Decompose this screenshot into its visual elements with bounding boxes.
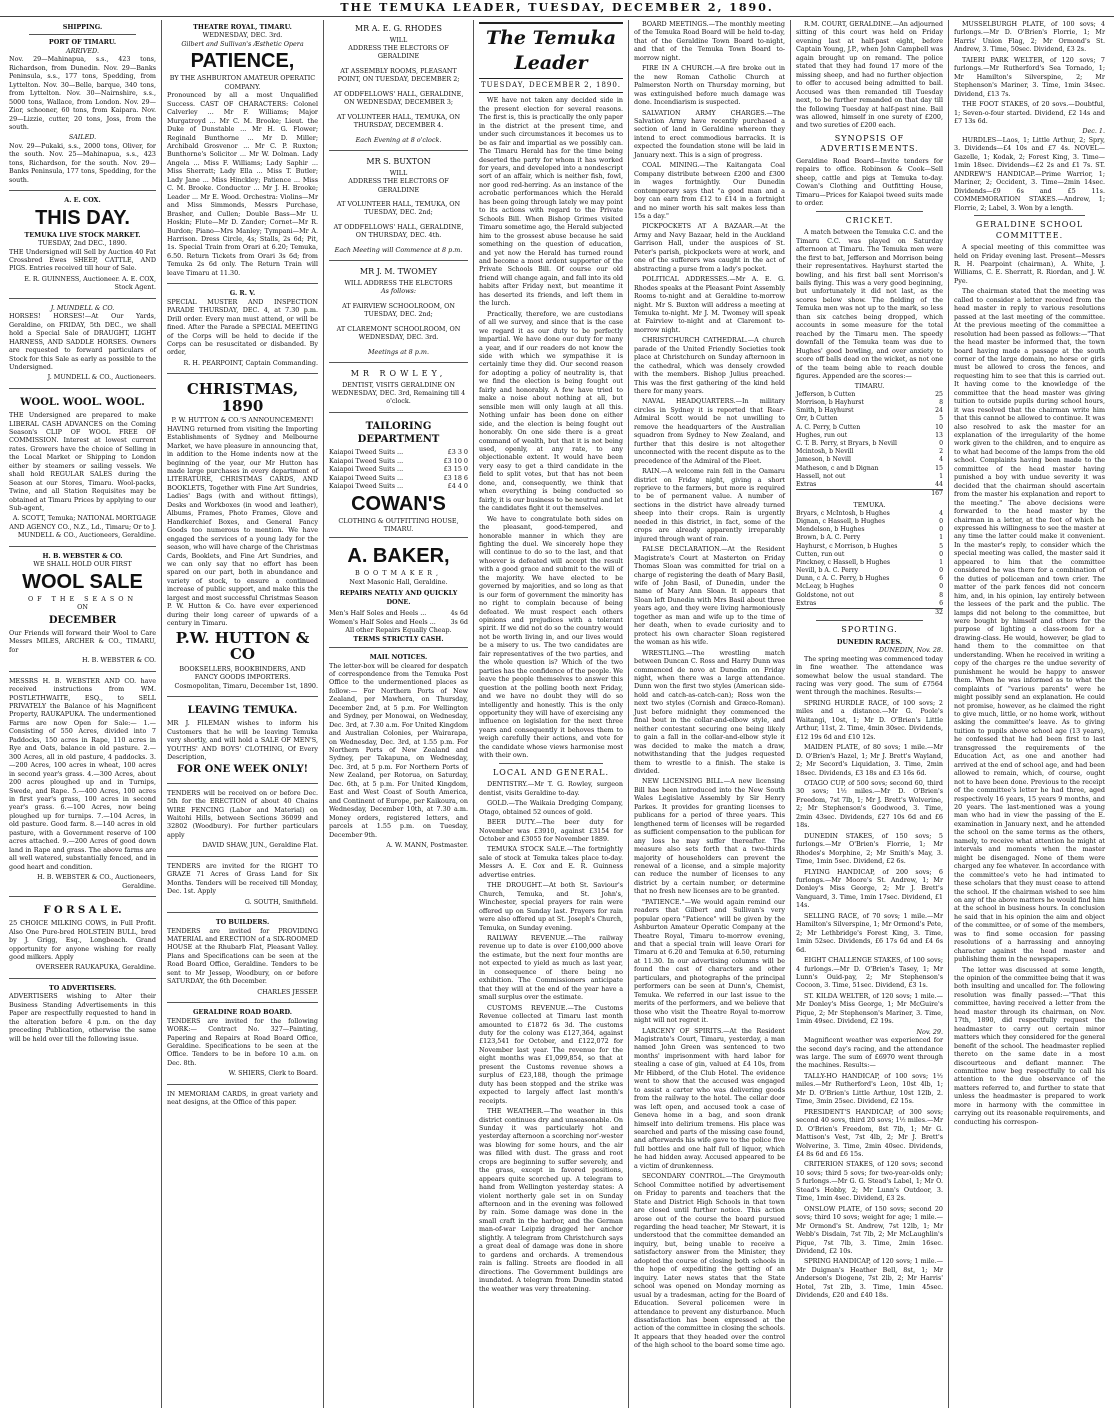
batsman: Nevill, b A. C. Perry xyxy=(796,567,859,575)
batsman: Bryars, c McIntosh, b Hughes xyxy=(796,509,890,517)
sole-row xyxy=(329,618,468,626)
race-result: MUSSELBURGH PLATE, of 100 sovs; 4 furlongs.—Mr D. O'Brien's Florrie, 1; Mr Harris' Union Flag, 2; Mr Ormond's St. Andrew, 3. Time, 50sec. Dividend, £3 2s. xyxy=(954,20,1105,54)
race-result: Magnificent weather was experienced for the second day's racing, and the attendance was large. The sum of £6970 went through the machines. Results:— xyxy=(796,1036,943,1070)
builders-ad xyxy=(167,915,318,1003)
batsman: Hassell, not out xyxy=(796,472,846,480)
terms: TERMS STRICTLY CASH. xyxy=(353,634,444,643)
runs: 44 xyxy=(935,480,943,488)
horses-sign: J. MUNDELL & CO., Auctioneers. xyxy=(47,373,156,382)
runs: 0 xyxy=(939,567,943,575)
road-board-ad xyxy=(167,1005,318,1085)
road-board-body: TENDERS are invited for the following WORK:— Contract No. 327—Painting, Papering and Repairs at Road Board Office, Geraldine. Specifications to be seen at the Office. Tenders to be in before 10 a.m. on Dec. 8th. xyxy=(167,1016,318,1067)
synopsis-body: Geraldine Road Board—Invite tenders for repairs to office. Robinson & Cook—Sell sheep, cattle and pigs at Temuka to-day. Cowan's Clothing and Outfitting House, Timaru—Prices for Kaiapoi tweed suits made to order. xyxy=(796,156,943,208)
score-row xyxy=(796,534,943,542)
twomey-meeting-2: AT CLAREMONT SCHOOLROOM, ON WEDNESDAY, DEC. 3rd. xyxy=(336,324,461,342)
this-day-heading: THIS DAY. xyxy=(35,206,130,229)
twomey-meeting-1: AT FAIRVIEW SCHOOLROOM, ON TUESDAY, DEC. 2nd; xyxy=(342,301,455,319)
runs: 6 xyxy=(939,575,943,583)
runs: 0 xyxy=(939,517,943,525)
column-2 xyxy=(162,20,324,1408)
races-place: DUNEDIN, Nov. 28. xyxy=(878,646,943,655)
advertisers-notice xyxy=(9,981,156,1049)
shipping-section xyxy=(9,20,156,191)
runs: 0 xyxy=(939,439,943,447)
local-item: THE DROUGHT.—At both St. Saviour's Church, Temuka, and St. John's, Winchester, special prayers for rain were offered up on Sunday last. Prayers for rain were also offered up at St. Joseph's Church, Temuka, on Sunday evening. xyxy=(479,881,623,932)
mundell-heading: J. MUNDELL & CO. xyxy=(50,303,115,312)
batsman: McLeay, b Hughes xyxy=(796,583,854,591)
batsman: Pinckney, c Hassell, b Hughes xyxy=(796,558,891,566)
score-row xyxy=(796,583,943,591)
batsman: Cutten, run out xyxy=(796,550,845,558)
score-row xyxy=(796,473,943,481)
score-row xyxy=(796,440,943,448)
baker-ad xyxy=(329,540,468,648)
sailed-text: Nov. 29—Pukaki, s.s., 2000 tons, Oliver, for the south. Nov. 25—Mahinapua, s.s., 423 tons, Richardson, for the south. Nov. 29—Banks Peninsula, 177 tons, Spedding, for the south. xyxy=(9,141,156,184)
buxton-address: ADDRESS THE ELECTORS OF GERALDINE xyxy=(348,177,449,194)
batsman: Smith, b Hayhurst xyxy=(796,407,854,415)
webster-heading: H. B. WEBSTER & CO. xyxy=(42,551,123,560)
rhodes-meeting-1: AT ASSEMBLY ROOMS, PLEASANT POINT, ON TUESDAY, DECEMBER 2; xyxy=(337,66,460,84)
batsman: Jameson, b Nevill xyxy=(796,456,851,464)
cricket-heading: CRICKET. xyxy=(845,215,894,225)
baker-heading: A. BAKER, xyxy=(347,545,450,568)
suit-price: £3 18 6 xyxy=(443,473,468,482)
score-row xyxy=(796,600,943,609)
column-5 xyxy=(629,20,791,1408)
runs: 13 xyxy=(935,431,943,439)
race-result: DUNEDIN STAKES, of 150 sovs; 5 furlongs.—Mr O'Brien's Florrie, 1; Mr Rhodes's Morphine, 2; Mr Smith's May, 3. Time, 1min 5sec. Dividend, £2 6s. xyxy=(796,831,943,866)
score-row xyxy=(796,575,943,583)
mail-notices xyxy=(329,650,468,855)
batsman: Extras xyxy=(796,599,817,607)
wool-ad xyxy=(9,391,156,547)
race-result: PRESIDENT'S HANDICAP, of 300 sovs; second 40 sovs, third 20 sovs; 1½ miles.—Mr D. O'Brien's Freedom, 8st 7lb, 1; Mr G. Mattison's Vest, 7st 4lb, 2; Mr J. Brett's Wolverine, 3. Time, 2min 40sec. Dividends, £4 8s 6d and £6 15s. xyxy=(796,1107,943,1159)
batsman: Brown, b A. C. Perry xyxy=(796,534,861,542)
suit-label: Kaiapoi Tweed Suits ... xyxy=(329,473,404,482)
livestock-ad xyxy=(9,193,156,299)
one-week-heading: FOR ONE WEEK ONLY! xyxy=(177,764,308,776)
batsman: Morrison, b Hayhurst xyxy=(796,399,864,407)
wool-sale-sub: OF THE SEASON xyxy=(27,594,138,603)
rhodes-ad xyxy=(329,20,468,151)
races-results xyxy=(796,655,943,1300)
repairs-heading: REPAIRS NEATLY AND QUICKLY DONE. xyxy=(339,589,458,606)
suit-row xyxy=(329,448,468,456)
theatre-ad xyxy=(167,20,318,284)
leader-paragraph: WE have not taken any decided side in the present election for several reasons. The first is, this is practically the only paper in the district at the present time, and under such circumstances it becomes us to be as fair and impartial as we possibly can. The Timaru Herald has for the time being deserted the party for whom it has worked for years, and developed into a nondescript sort of an affair, which is neither fish, fowl, nor good red-herring. As an instance of the acrobatic performances which the Herald has been going through lately we may point to its actions with regard to the Private Schools Bill. When Bishop Grimes visited Timaru sometime ago, the Herald subjected him to the grossest abuse because he said something on the question of education, and yet now the Herald has turned round and become a most ardent supporter of the Private Schools Bill. Of course our old friend will change again, and fall into its old habits after Friday next, but meantime it has deserted its friends, and left them in the lurch. xyxy=(479,96,623,308)
cowan-sub: CLOTHING & OUTFITTING HOUSE, TIMARU. xyxy=(338,516,459,533)
local-news xyxy=(479,780,623,1293)
leaving-ad xyxy=(167,699,318,784)
for-sale-body: 25 CHOICE MILKING COWS, in Full Profit. Also One Pure-bred HOLSTEIN BULL, bred by J. Grigg, Esq., Longbeach. Grand opportunity for anyone wishing for really good milkers. Apply xyxy=(9,919,156,961)
batsman: Mcintosh, b Nevill xyxy=(796,448,854,456)
mail-sign: A. W. MANN, Postmaster. xyxy=(386,841,468,850)
hutton-ad xyxy=(167,376,318,697)
score-row xyxy=(796,481,943,490)
batsman: Dignan, c Hassell, b Hughes xyxy=(796,517,886,525)
runs: 1 xyxy=(939,558,943,566)
column-7 xyxy=(949,20,1110,1408)
local-item: NEW LICENSING BILL.—A new licensing Bill has been introduced into the New South Wales Legislative Assembly by Sir Henry Parkes. It provides for granting licenses to publicans for a period of three years. This lengthened term of licenses will be regarded as sufficient compensation to the publican for any loss he may suffer thereafter. The measure also sets forth that a two-thirds majority of householders can prevent the renewal of a license, and a simple majority can reduce the number of licenses to any district by a certain number, or determine that no fresh new licenses are to be granted. xyxy=(634,777,785,896)
score-row xyxy=(796,399,943,407)
sole-price: 3s 6d xyxy=(450,617,468,626)
cricket-body: A match between the Temuka C.C. and the Timaru C.C. was played on Saturday afternoon at Timaru. The Temuka men were the first to bat, Jefferson and Morrison being their representatives. Hayhurst started the bowling, and his first ball sent Morrison's bails flying. This was a very good beginning, but unfortunately it did not last, as the scores below show. The fielding of the Temuka men was not up to the mark, so less than six catches being dropped, which accounts in some measure for the total reached by the Timaru men. The speedy downfall of the Temuka team was due to Hughes' good bowling, and over anxiety to score off balls dead on the wicket, as not one of the team being able to reach double figures. Appended are the scores:— xyxy=(796,228,943,380)
batsman: Orr, b Cutten xyxy=(796,415,838,423)
local-item: GOLD.—The Waikaia Dredging Company, Otago, obtained 52 ounces of gold. xyxy=(479,799,623,816)
local-item: LARCENY OF SPIRITS.—At the Resident Magistrate's Court, Timaru, yesterday, a man named John Green was sentenced to two months' imprisonment with hard labor for stealing a case of gin, valued at £4 10s, from Mr Hibberd, of the Club Hotel. The evidence went to show that the accused was engaged to assist a carter who was delivering goods from the railway to the hotel. The cellar door was left open, and accused took a case of Geneva home in a bag, and soon drank himself into delirium tremens. His place was searched and parts of the missing case found, and afterwards his wife gave to the police five full bottles and one half full of liquor, which he had hidden away. Accused appeared to be a victim of drunkenness. xyxy=(634,1026,785,1170)
race-result: SPRING HANDICAP, of 120 sovs; 1 mile.—Mr Duignan's Heather Bell, 8st, 1; Mr Anderson's Diogene, 7st 2lb, 2; Mr Harris' Hotel, 7st 2lb, 3. Time, 1min 45sec. Dividends, £20 and £40 18s. xyxy=(796,1257,943,1300)
local-item: SALVATION ARMY CHARGES.—The Salvation Army have recently purchased a section of land in Geraldine whereon they intend to erect commodious barracks. It is expected the foundation stone will be laid in January next. This is a sign of progress. xyxy=(634,108,785,159)
total-runs: 32 xyxy=(925,609,943,618)
buxton-ad xyxy=(329,153,468,261)
local-item: BOARD MEETINGS.—The monthly meeting of the Temuka Road Board will be held to-day, that of the Geraldine Town Board to-night, and that of the Temuka Town Board to-morrow night. xyxy=(634,20,785,62)
runs: 0 xyxy=(939,583,943,591)
runs: 0 xyxy=(939,550,943,558)
race-result: The spring meeting was commenced today in fine weather. The attendance was somewhat below the usual standard. The racing was very good. The sum of £7564 went through the machines. Results:— xyxy=(796,654,943,697)
suit-price: £3 10 0 xyxy=(443,456,468,465)
score-row xyxy=(796,592,943,600)
suit-price: £4 4 0 xyxy=(447,482,468,491)
hutton-sub: BOOKSELLERS, BOOKBINDERS, AND FANCY GOODS IMPORTERS. xyxy=(179,664,306,682)
suit-label: Kaiapoi Tweed Suits ... xyxy=(329,456,404,465)
tenders2-sign: G. SOUTH, Smithfield. xyxy=(244,897,318,906)
runs: 10 xyxy=(935,423,943,431)
rhodes-name: MR A. E. G. RHODES xyxy=(354,24,443,33)
leaving-body: MR J. FILEMAN wishes to inform his Customers that he will be leaving Temuka very shortly, and will hold a SALE OF MEN'S, YOUTHS' AND BOYS' CLOTHING, Of Every Description, xyxy=(167,719,318,761)
wool-sale-sign: H. B. WEBSTER & CO. xyxy=(82,656,156,665)
race-result: CRITERION STAKES, of 120 sovs; second 10 sovs; third 5 sovs; for two-year-olds only; 5 furlongs.—Mr G. G. Stead's Label, 1; Mr O. Stead's Hobby, 2; Mr Lunn's Outdoor, 3. Time, 1min 4sec. Dividend, £3 2s. xyxy=(796,1160,943,1203)
builders-heading: TO BUILDERS. xyxy=(215,918,270,927)
page-masthead: THE TEMUKA LEADER, TUESDAY, DECEMBER 2, 1890. xyxy=(0,0,1114,17)
batsman: Goldstone, not out xyxy=(796,591,854,599)
sole-price: 4s 6d xyxy=(450,609,468,618)
runs: 8 xyxy=(939,591,943,599)
grv-body: SPECIAL MUSTER AND INSPECTION PARADE THURSDAY, DEC. 4, at 7.30 p.m. Drill order. Every man must attend, or will be fined. After the Parade a SPECIAL MEETING of the Corps will be held to decide if the Corps can be resuscitated or disbanded. By order, xyxy=(167,297,318,357)
leader-paragraph: Practically, therefore, we are custodians of all we survey, and since that is the case we regard it as our duty to be perfectly impartial. We have done our duty for many a year, and if our readers do not know the side with which we sympathise it is certainly time they did. Our second reason for adopting a policy of neutrality is, that we find the election is being fought out fairly and honorably. A few have tried to make a noise about nothing at all, but sensible men will only laugh at all this. Nothing unfair has been done on either side, and the election is being fought out honorably. On one side there is a great command of wealth, but that it is not being used, openly, at any rate, to any objectionable extent. It would have been very easy to get a third candidate in the field to split votes, but that has not been done, and, consequently, we think that when everything is being conducted so fairly, it is our business to be neutral and let the candidates fight it out themselves. xyxy=(479,309,623,513)
baker-addr: Next Masonic Hall, Geraldine. xyxy=(349,577,448,586)
tenders-graze-ad xyxy=(167,859,318,913)
twomey-follows: As follows: xyxy=(381,287,416,296)
rhodes-time: Each Evening at 8 o'clock. xyxy=(355,135,442,144)
sailed-label: SAILED. xyxy=(68,133,97,142)
column-3 xyxy=(324,20,474,1408)
rm-court-item: R.M. COURT, GERALDINE.—An adjourned sitting of this court was held on Friday evening last at half-past eight, before Captain Young, J.P., when John Campbell was again brought up on remand. The police stated that they had found 17 more of the missing sheep, and had no further objection to offer to accused being admitted to bail. Accused was then remanded till Tuesday next, to be further remanded on that day till the following Tuesday at half-past nine. Bail was allowed, himself in one surety of £200, and two sureties of £200 each. xyxy=(796,20,943,130)
theatre-date: WEDNESDAY, DEC. 3rd. xyxy=(202,31,283,40)
score-row xyxy=(796,559,943,567)
grv-ad xyxy=(167,286,318,374)
tenders1-body: TENDERS will be received on or before Dec. 5th for the ERECTION of about 40 Chains WIRE FENCING (Labor and Material) on Waitohi Hills, between Sections 36099 and 32802 (Woodbury). For further particulars apply xyxy=(167,788,318,839)
team2-heading: TEMUKA. xyxy=(853,501,886,510)
race-result: SELLING RACE, of 70 sovs; 1 mile.—Mr Hamilton's Silverspine, 1; Mr Ormond's Pete, 2; Mr Lethbridge's Forest King, 3. Time, 1min 52sec. Dividends, £6 17s 6d and £4 6s 6d. xyxy=(796,911,943,954)
wool-sale-ad xyxy=(9,549,156,672)
leader-article xyxy=(479,96,623,759)
local-item: RAIN.—A welcome rain fell in the Oamaru district on Friday night, giving a short reprieve to the farmers, but more is required to be of permanent value. A number of sections in the district have already turned sheep into their crops. Rain is urgently needed in this district, in fact, some of the crops are already apparently irreparably injured through want of rain. xyxy=(634,467,785,543)
repairs-other: All other Repairs Equally Cheap. xyxy=(345,626,452,635)
twomey-name: MR J. M. TWOMEY xyxy=(359,267,438,277)
local-item: NAVAL HEADQUARTERS.—In military circles in Sydney it is reported that Rear-Admiral Scott would be not unwilling to remove the headquarters of the Australian squadron from Sydney to New Zealand, and further that this desire is not altogether unconnected with the recent dispute as to the precedence of the Admiral of the Fleet. xyxy=(634,397,785,465)
raukapuka-sign: H. B. WEBSTER & CO., Auctioneers, Geraldine. xyxy=(37,873,156,890)
score-row xyxy=(796,518,943,526)
committee-paragraph: A special meeting of this committee was held on Friday evening last. Present—Messrs R. H. Pearpoint (chairman), A. White, J. Williams, C. E. Sherratt, R. Riordan, and J. W. Pye. xyxy=(954,243,1105,285)
buxton-will: WILL xyxy=(389,168,408,177)
batsman: A. C. Perry, b Cutten xyxy=(796,423,861,431)
suit-row xyxy=(329,457,468,465)
suit-label: Kaiapoi Tweed Suits ... xyxy=(329,465,404,474)
runs: 4 xyxy=(939,456,943,464)
memoriam-ad xyxy=(167,1087,318,1113)
bootmaker-label: BOOTMAKER, xyxy=(355,569,442,578)
committee-report xyxy=(954,243,1105,1126)
local-item: BEER DUTY.—The beer duty for November was £3910, against £3154 for October and £3055 for November 1889. xyxy=(479,818,623,843)
team1-scores xyxy=(796,391,943,498)
score-row xyxy=(796,543,943,551)
wool-sale-body: Our Friends will forward their Wool to Care Messrs MILES, ARCHER & CO., TIMARU, for xyxy=(9,628,156,654)
score-row xyxy=(796,526,943,534)
runs: 2 xyxy=(939,448,943,456)
advertisers-heading: TO ADVERTISERS. xyxy=(48,983,117,992)
leader-paragraph: We have to congratulate both sides on the pleasant, good-tempered, and honorable manner in which they are fighting the duel. We sincerely hope they will continue to do so to the last, and that whoever is defeated will accept the result with a good grace and submit to the will of the majority. We have elected to be governed by majorities, and so long as that is our form of government the minority has no right to complain because of being defeated. We must respect each others opinions and prejudices with a tolerant spirit. If we did not do so the country would not be worth living in, and our lives would be a misery to us. The two candidates are fair representatives of the two parties, and the whole question is? Which of the two parties has the confidence of the people. We leave the people themselves to answer this question at the polling booth next Friday, and we have no doubt they will do so intelligently and honestly. This is the only opportunity they will have of exercising any influence on legislation for the next three years and consequently it behoves them to weigh carefully their actions, and vote for the candidate whose views harmonise most with their own. xyxy=(479,514,623,760)
race-result: OTAGO CUP, of 500 sovs; second 60, third 30 sovs; 1½ miles.—Mr D. O'Brien's Freedom, 7st 7lb, 1; Mr J. Brett's Wolverine, 2; Mr Stephenson's Goodwood, 3. Time, 2min 43sec. Dividends, £27 10s 6d and £6 18s. xyxy=(796,778,943,830)
tenders1-sign: DAVID SHAW, JUN., Geraldine Flat. xyxy=(202,841,318,850)
team1-heading: TIMARU. xyxy=(854,382,885,391)
builders-sign: CHARLES JESSEP. xyxy=(257,987,318,996)
race-result: ONSLOW PLATE, of 150 sovs; second 20 sovs; third 10 sovs; weight for age; 1 mile.—Mr Ormond's St. Andrew, 7st 12lb, 1; Mr Webb's Disdain, 7st 7lb, 2; Mr McLaughlin's Pique, 7st 7lb, 3. Time, 2min 16sec. Dividend, £2 10s. xyxy=(796,1204,943,1255)
christmas-heading: CHRISTMAS, 1890 xyxy=(186,380,299,415)
suit-price: £3 3 0 xyxy=(447,448,468,457)
runs: 5 xyxy=(939,415,943,423)
suit-row xyxy=(329,482,468,490)
local-item: PICKPOCKETS AT A BAZAAR.—At the Army and Navy Bazaar, held in the Auckland Garrison Hall, under the auspices of St. Peter's parish, pickpockets were at work, and one of the sufferers was caught in the act of abstracting a purse from a lady's pocket. xyxy=(634,222,785,273)
score-total xyxy=(796,490,943,499)
committee-paragraph: The chairman stated that the meeting was called to consider a letter received from the head master in reply to various resolutions passed at the last meeting of the committee. At the previous meeting of the committee a resolution had been passed as follows:—"That the head master be informed that, the town board having made a passage at the south corner of the large domain, no horse or girls must be allowed to cross the fences, and requesting him to see that this is carried out. It having come to the knowledge of the committee that the head master was giving tuition to outside pupils during school hours, it was resolved that the chairman write him that this cannot be allowed to continue. It was also resolved to ask the master for an explanation of the irregularity of the home work given to the children, and to enquire as to what had become of the lamps from the old school. Complaints having been made to the committee of the head master having punished a boy with undue severity it was decided that the chairman should ascertain from the master his explanation and report to the meeting." The above decisions were forwarded to the head master by the chairman in a letter, at the foot of which he expressed his willingness to see the master at any time the latter could make it convenient. In the master's reply, to consider which the special meeting was called, the master said it appeared to him that the committee considered he was there for a combination of the duties of policeman and town crier. The matter of the park fences did not concern him, and, in his opinion, lay entirely between the lessees of the park and the public. The lamps did not belong to the committee, but were bought by himself and others for the purpose of lighting a class-room for a drawing-class. He would, however, be glad to hand them to the committee on that understanding. When he received in writing a copy of the charges re the undue severity of punishment he would be happy to answer them. When he was informed as to what the complaints of "various parents" were he might possibly send an explanation. He could not promise, however, as he claimed the right to give much, little, or no home work, without asking the committee's leave. As to giving tuition to pupils above school age (13 years), he confessed that he had been first to last transgressed the requirements of the Education Act, as one and another had arrived at the end of school age, and had been allowed to remain, which, of course, ought not to have been done. Previous to the receipt of the committee's letter he had three, aged respectively 16 years, 15 years 9 months, and 20 years. The last-mentioned was a young man who had in view the passing of the E. examination in January next, and he attended the school on the same terms as the others, namely, to receive what attention he might at intervals and moments when the master might be disengaged. None of them were charged any fee whatever. In accordance with the committee's veto he had intimated to these scholars that they must cease to attend the school. If the chairman wished to see him on any of the above matters he would find him at the school in business hours. In conclusion he said that in his opinion the aim and object of the committee, or of some of the members, was to find some occasion for passing resolutions of a harrassing and annoying character against the head master and publishing them in the newspapers. xyxy=(954,287,1106,964)
column-4 xyxy=(474,20,629,1408)
races-heading: DUNEDIN RACES. xyxy=(836,637,903,646)
rhodes-address: ADDRESS THE ELECTORS OF GERALDINE xyxy=(348,44,449,61)
twomey-ad xyxy=(329,263,468,363)
suit-row xyxy=(329,474,468,482)
runs: 8 xyxy=(939,399,943,407)
runs: 0 xyxy=(939,526,943,534)
theatre-sub: Gilbert and Sullivan's Æsthetic Opera xyxy=(181,39,304,48)
local-item: COAL MINING.—The Kaitangata Coal Company distribute between £200 and £300 in wages fortnightly. Our Dunedin contemporary says that "a good man and a boy can earn from £12 to £14 in a fortnight and no miner worth his salt makes less than 15s a day." xyxy=(634,161,785,220)
rowley-name: MR ROWLEY, xyxy=(350,368,447,378)
grv-sign: R. H. PEARPOINT, Captain Commanding. xyxy=(183,358,318,367)
tenders-fencing-ad xyxy=(167,786,318,857)
horses-ad xyxy=(9,301,156,389)
sole-label: Men's Half Soles and Heels ... xyxy=(329,609,427,618)
local-item: CUSTOMS REVENUE.—The Customs Revenue collected at Timaru last month amounted to £1872 6s 3d. The customs duty for the colony was £127,364, against £123,541 for October, and £122,072 for November last year. The revenue for the eight months was £1,099,854, so that at present the Customs revenue shows a surplus of £23,188, though the primage duty has been stopped and the strike was expected to largely affect last month's receipts. xyxy=(479,1003,623,1105)
runs: 6 xyxy=(939,599,943,607)
sole-label: Women's Half Soles and Heels ... xyxy=(329,617,436,626)
livestock-date: TUESDAY, 2nd DEC., 1890. xyxy=(38,239,127,248)
batsman: Matheson, c and b Dignan xyxy=(796,464,879,472)
runs: 1 xyxy=(939,472,943,480)
twomey-will: WILL ADDRESS THE ELECTORS xyxy=(344,278,453,287)
cox-heading: A. E. COX. xyxy=(64,196,101,205)
mail-body: The letter-box will be cleared for despatch of correspondence from the Temuka Post Office to the undermentioned places as follow:— For Northern Ports of New Zealand, per Mawhera, on Thursday, December 2nd, at 5 p.m. For Wellington and Sydney, per Monowai, on Wednesday, Dec. 3rd, at 7.30 a.m. For United Kingdom and Australian Colonies, per Wairarapa, on Wednesday, Dec. 3rd, at 1.55 p.m. For Northern Ports of New Zealand and Sydney, per Takapuna, on Wednesday, Dec. 3rd, at 5 p.m. For Northern Ports of New Zealand, per Rotorua, on Saturday, Dec. 6th, at 5 p.m. For United Kingdom, East and West Coast of South America, and Continent of Europe, per Kaikoura, on Wednesday, December 10th, at 7.30 a.m. Money orders, registered letters, and parcels at 1.55 p.m. on Tuesday, December 9th. xyxy=(329,661,468,839)
tenders2-body: TENDERS are invited for the RIGHT TO GRAZE 71 Acres of Grass Land for Six Months. Tenders will be received till Monday, Dec. 1st. Apply xyxy=(167,861,318,896)
column-6 xyxy=(791,20,949,1408)
rhodes-meeting-3: AT VOLUNTEER HALL, TEMUKA, ON THURSDAY, DECEMBER 4. xyxy=(336,112,461,130)
wool-sale-on: ON xyxy=(77,603,88,612)
hutton-addr: Cosmopolitan, Timaru, December 1st, 1890. xyxy=(174,681,318,690)
local-item: "PATIENCE."—We would again remind our readers that Gilbert and Sullivan's very popular opera "Patience" will be given by the Ashburton Amateur Operatic Company at the Theatre Royal, Timaru to-morrow evening, and that a special train will leave Orari for Timaru at 6.20 and Temuka at 6.50, returning at 11.30. In our advertising columns will be found the cast of characters and other particulars, and photographs of the principal performers can be seen at Dunn's, Chemist, Temuka. We referred in our last issue to the merits of the performers, and we believe that those who visit the Theatre Royal to-morrow night will not regret it. xyxy=(634,897,785,1025)
cowan-ad xyxy=(329,415,468,539)
local-news-continued xyxy=(634,20,785,1350)
patience-by: BY THE ASHBURTON AMATEUR OPERATIC COMPANY. xyxy=(169,74,316,91)
raukapuka-body: MESSRS H. B. WEBSTER AND CO. have received instructions from WM. POSTLETHWAITE, ESQ., to SELL PRIVATELY the Balance of his Magnificent Property, RAUKAPUKA. The undermentioned Farms are now Open for Sale:— 1.—Consisting of 550 Acres, divided into 7 Paddocks, 150 acres in Rape, 110 acres in Rye and Oats, balance in old pasture. 2.—300 Acres, all in old pasture, 4 paddocks. 3.—200 Acres, 100 acres in wheat, 100 acres in second year's grass. 4.—300 Acres, about 200 acres ploughed up and in Turnips, Swede, and Rape. 5.—400 Acres, 100 acres in first year's grass, 100 acres in second year's grass. 6.—100 Acres, now being ploughed up for turnips. 7.—104 Acres, in old pasture. Good farm. 8.—140 acres in old pasture, with a Government reserve of 100 acres attached. 9.—200 Acres of good down land in Rape and grass. The above farms are all well watered, substantially fenced, and in good heart and condition. xyxy=(9,676,156,871)
race-result: FLYING HANDICAP, of 200 sovs; 6 furlongs.—Mr Moore's St. Andrew, 1; Mr Donley's Miss George, 2; Mr J. Brett's Vanguard, 3. Time, 1min 17sec. Dividend, £1 14s. xyxy=(796,867,943,910)
score-total xyxy=(796,609,943,618)
races-date-2: Nov. 29. xyxy=(916,1027,943,1036)
hutton-announcement: P. W. HUTTON & CO.'S ANNOUNCEMENT! xyxy=(171,416,314,425)
suit-price: £3 15 0 xyxy=(443,465,468,474)
patience-heading: PATIENCE, xyxy=(190,50,295,73)
rowley-ad xyxy=(329,365,468,413)
batsman: C. T. B. Perry, st Bryars, b Nevill xyxy=(796,439,897,447)
cowan-heading: COWAN'S xyxy=(351,492,446,515)
livestock-title: TEMUKA LIVE STOCK MARKET. xyxy=(24,230,141,239)
score-row xyxy=(796,465,943,473)
local-item: POLITICAL ADDRESSES.—Mr A. E. G. Rhodes speaks at the Pleasant Point Assembly Rooms to-night and at Geraldine to-morrow night. Mr S. Buxton will address a meeting at Temuka to-night. Mr J. M. Twomey will speak at Fairview to-night and at Claremont to-morrow night. xyxy=(634,275,785,334)
wool-sale-heading: WOOL SALE xyxy=(22,570,143,593)
race-result: ST. KILDA WELTER, of 120 sovs; 1 mile.—Mr Donley's Miss George, 1; Mr McGuire's Pique, 2; Mr Stephenson's Mariner, 3. Time, 1min 49sec. Dividend, £2 19s. xyxy=(796,991,943,1026)
race-result: SPRING HURDLE RACE, of 100 sovs; 2 miles and a distance.—Mr G. Poole's Waitangi, 10st, 1; Mr D. O'Brien's Little Arthur, 11st, 2. Time, 4min 30sec. Dividends, £12 19s 6d and £10 12s. xyxy=(796,698,943,741)
buxton-name: MR S. BUXTON xyxy=(366,157,431,167)
buxton-meeting-2: AT ODDFELLOWS' HALL, GERALDINE, ON THURSDAY, DEC. 4th. xyxy=(333,222,464,240)
races-continued xyxy=(954,20,1105,212)
race-result: EIGHT CHALLENGE STAKES, of 100 sovs; 4 furlongs.—Mr D. O'Brien's Tasey, 1; Mr Lunn's Ouid-pay, 2; Mr Stephenson's Cocoon, 3. Time, 51sec. Dividend, £3 1s. xyxy=(796,956,943,990)
leader-dateline: TUESDAY, DECEMBER 2, 1890. xyxy=(479,79,623,93)
sporting-heading: SPORTING. xyxy=(841,625,898,635)
score-row xyxy=(796,424,943,432)
arrived-label: ARRIVED. xyxy=(66,46,99,55)
builders-body: TENDERS are invited for PROVIDING MATERIAL and ERECTION of a SIX-ROOMED HOUSE at the Rhubarb Flat, Pleasant Valley. Plans and Specifications can be seen at the Road Board Office, Geraldine. Tenders to be sent to Mr Jessep, Woodbury, on or before SATURDAY, the 6th December. xyxy=(167,926,318,986)
local-item: TEMUKA STOCK SALE.—The fortnightly sale of stock at Temuka takes place to-day. Messrs A. E. Cox and E. R. Guinness advertise entries. xyxy=(479,845,623,879)
local-item: FALSE DECLARATION.—At the Resident Magistrate's Court at Masterton on Friday Thomas Sloan was committed for trial on a charge of registering the death of Mary Basil, wife of John Basil, of Dunedin, under the name of Mary Ann Sloan. It appears that Sloan left Dunedin with Mrs Basil about three years ago, and they were living harmoniously together as man and wife up to the time of her death, when to evade curiosity and to protect his own character Sloan registered the woman as his wife. xyxy=(634,545,785,647)
runs: 15 xyxy=(935,464,943,472)
leaving-heading: LEAVING TEMUKA. xyxy=(187,705,298,716)
buxton-time: Each Meeting will Commence at 8 p.m. xyxy=(334,245,463,254)
runs: 25 xyxy=(935,390,943,398)
road-board-sign: W. SHIERS, Clerk to Board. xyxy=(228,1069,318,1078)
batsman: Hayhurst, c Morrison, b Hughes xyxy=(796,542,898,550)
batsman: Hughes, run out xyxy=(796,431,848,439)
rhodes-meeting-2: AT ODDFELLOWS' HALL, GERALDINE, ON WEDNESDAY, DECEMBER 3; xyxy=(333,89,464,107)
runs: 5 xyxy=(939,542,943,550)
total-runs: 167 xyxy=(925,490,943,499)
runs: 4 xyxy=(939,509,943,517)
batsman: Mendelson, b Hughes xyxy=(796,526,865,534)
columns xyxy=(4,20,1110,1408)
batsman: Extras xyxy=(796,480,817,488)
shipping-title: SHIPPING. xyxy=(62,23,103,31)
mail-heading: MAIL NOTICES. xyxy=(369,653,428,662)
race-result: TAIERI PARK WELTER, of 120 sovs; 7 furlongs.—Mr Rutherford's Sea Tornado, 1; Mr Hamilton's Silverspine, 2; Mr Stephenson's Mariner, 3. Time, 1min 34sec. Dividend, £13 7s. xyxy=(954,55,1105,98)
hutton-body: HAVING returned from visiting the Importing Establishments of Sydney and Melbourne Market, we have pleasure in announcing that, in addition to the Home indents now at the beginning of the year, our Mr Hutton has made large purchases in every department of LITERATURE, CHRISTMAS CARDS, AND BOOKLETS, Together with Fine Art Sundries, Ladies' Bags (with and without fittings), Desks and Workboxes (in wood and leather), Albums, Frames, Photo Frames, Glove and Handkerchief Boxes, and General Fancy Goods too numerous to mention. We have engaged the services of a young lady for the season, who will have charge of the Christmas Cards, Booklets, and Fine Art Sundries, and we can only say that no effort has been spared on our part, both in abundance and variety of stock, to ensure a continued increase of public support, and make this the largest and most successful Christmas Season P. W. Hutton & Co. have ever experienced during their long career of upwards of a century in Timaru. xyxy=(167,424,318,628)
paper-title: The Temuka Leader xyxy=(479,22,623,79)
suit-label: Kaiapoi Tweed Suits ... xyxy=(329,448,404,457)
committee-paragraph: The letter was discussed at some length, the opinion of the committee being that it was both insulting and uncalled for. The following resolution was finally passed:—"That this committee, having received a letter from the head master through its chairman, on Nov. 17th, 1890, did respectfully request the headmaster to carry out certain minor matters which they considered for the general benefit of the school. The headmaster replied thereto on the same date in a most discourteous and defiant manner. The committee now beg respectfully to call his attention to the due observance of the matters referred to, and further to state that unless the headmaster is prepared to work more in harmony with the committee in carrying out its reasonable requirements, and conducting his correspon- xyxy=(954,965,1105,1126)
suit-label: Kaiapoi Tweed Suits ... xyxy=(329,482,404,491)
arrived-text: Nov. 29—Mahinapua, s.s., 423 tons, Richardson, from Dunedin. Nov. 29—Banks Peninsula, s.s., 177 tons, Spedding, from Lyttelton. Nov. 30—Belle, barque, 340 tons, from Lyttelton. Nov. 30—Nairnshire, s.s., 5000 tons, Wallace, from London. Nov. 29—Zior, schooner, 60 tons, from Kaipara. Nov. 29—Lizzie, cutter, 20 tons, Joss, from the south. xyxy=(9,55,156,131)
wool-sale-intro: WE SHALL HOLD OUR FIRST xyxy=(33,560,132,569)
score-row xyxy=(796,448,943,456)
score-row xyxy=(796,510,943,518)
patience-body: Pronounced by all a most Unqualified Success. CAST OF CHARACTERS: Colonel Calverley ... Mr F. Williams; Major Murgatroyd ... Mr C. M. Brooke; Lieut. the Duke of Dunstable ... Mr H. G. Flower; Reginald Bunthorne ... Mr D. Miller; Archibald Grosvenor ... Mr C. P. Ruxton; Bunthorne's Solicitor ... Mr W. Dolman. Lady Angela ... Miss F. Williams; Lady Saphir ... Miss Sherratt; Lady Ella ... Miss T. Butler; Lady Jane ... Miss Hinckley; Patience ... Miss C. M. Brooke. Conductor ... Mr J. H. Brooke; Leader ... Mr E. Wood. Orchestra: Violins—Mr and Miss Simmonds, Messrs Purchase, Brasher, and Cullen; Double Bass—Mr U. Hoskin; Flute—Mr D. Zander; Cornet—Mr R. Burdon; Piano—Mrs Manley; Tympani—Mr A. Harrison. Dress Circle, 4s; Stalls, 2s 6d; Pit, 1s. Special Train from Orari at 6.20; Temuka, 6.50. Return Tickets from Orari 3s 6d; from Temuka 2s 6d only. The Return Train will leave Timaru at 11.30. xyxy=(167,91,318,277)
race-result: MAIDEN PLATE, of 80 sovs; 1 mile.—Mr D. O'Brien's Hazel, 1; Mr J. Brett's Wayland, 2; Mr Secord's Liquidation, 3. Time, 2min 18sec. Dividends, £3 18s and £3 16s 6d. xyxy=(796,743,943,777)
hutton-name: P.W. HUTTON & CO xyxy=(175,628,310,664)
batsman: Dunn, c A. C. Perry, b Hughes xyxy=(796,575,890,583)
wool-body: THE Undersigned are prepared to make LIBERAL CASH ADVANCES on the Coming Season's CLIP OF WOOL FREE OF COMMISSION. Interest at lowest current rates. Growers have the choice of Selling in the Local Market or Shipping to London either by steamers or sailing vessels. We shall hold REGULAR SALES during the Season at our Stores, Timaru. Wool-packs, Twine, and all Station Requisites may be obtained at Timaru Prices by applying to our Sub-agent, xyxy=(9,411,156,513)
port-title: PORT OF TIMARU. xyxy=(48,38,117,47)
raukapuka-ad xyxy=(9,674,156,897)
local-item: RAILWAY REVENUE.—The railway revenue up to date is over £100,000 above the estimate, but the next four months are not expected to yield as much as last year, in consequence of there being no exhibition. The Commissioners anticipate that they will at the end of the year have a small surplus over the estimate. xyxy=(479,933,623,1002)
score-row xyxy=(796,456,943,464)
score-row xyxy=(796,415,943,423)
races-date-3: Dec. 1. xyxy=(1082,127,1105,136)
runs: 24 xyxy=(935,407,943,415)
column-1 xyxy=(4,20,162,1408)
memoriam-body: IN MEMORIAM CARDS, in great variety and neat designs, at the Office of this paper. xyxy=(167,1089,318,1107)
local-item: CHRISTCHURCH CATHEDRAL.—A church parade of the United Friendly Societies took place at Christchurch on Sunday afternoon in the cathedral, which was densely crowded with the members. Bishop Julius preached. This was the first gathering of the kind held there for many years. xyxy=(634,336,785,396)
local-item: DENTISTRY.—Mr T. G. Rowley, surgeon dentist, visits Geraldine to-day. xyxy=(479,780,623,797)
horses-body: HORSES! HORSES!—At Our Yards, Geraldine, on FRIDAY, 5th DEC., we shall hold a Special Sale of DRAUGHT, LIGHT HARNESS, AND SADDLE HORSES. Owners are requested to forward particulars of Stock for this Sale as early as possible to the Undersigned. xyxy=(9,312,156,371)
team2-scores xyxy=(796,510,943,617)
synopsis-heading: SYNOPSIS OF ADVERTISEMENTS. xyxy=(820,133,919,154)
score-row xyxy=(796,391,943,399)
suit-row xyxy=(329,465,468,473)
local-item: THE WEATHER.—The weather in this district continues dry and unseasonable. On Sunday it was particularly hot and yesterday afternoon a scorching nor'-wester was blowing for some hours, and the air was filled with dust. The grass and root crops are beginning to suffer severely, and the grass, except in favored positions, appears quite scorched up. A telegram to hand from Wellington yesterday states: A violent northerly gale set in on Sunday afternoon and in the evening was followed by rain. Some damage was done in the small craft in the harbor, and the German man-of-war Leipzig dragged her anchor slightly. A telegram from Christchurch says a great deal of damage was done in shore to gardens and orchards. A tremendous rain is falling. Streets are flooded in all directions. The Government buildings are inundated. A telegram from Dunedin stated the weather was very threatening. xyxy=(479,1107,623,1293)
road-board-heading: GERALDINE ROAD BOARD. xyxy=(192,1008,293,1017)
wool-sale-month: DECEMBER xyxy=(48,614,117,626)
local-item: FIRE IN A CHURCH.—A fire broke out in the new Roman Catholic Church at Palmerston North on Thursday morning, but was extinguished before much damage was done. Incendiarism is suspected. xyxy=(634,64,785,107)
sole-row xyxy=(329,609,468,617)
batsman: Jefferson, b Cutten xyxy=(796,390,856,398)
race-result: THE FOOT STAKES, of 20 sovs.—Doubtful, 1; Seven-o-four started. Dividend, £2 14s and £7 13s 6d. xyxy=(954,100,1105,125)
local-item: WRESTLING.—The wrestling match between Duncan C. Ross and Harry Dunn was commenced de novo at Dunedin on Friday night, when there was a large attendance. Dunn won the first two styles (American side-hold and catch-as-catch-can); Ross won the next two styles (Cornish and Græco-Roman). Just before midnight they commenced the final bout in the collar-and-elbow style, and neither contestant securing one being likely to gain a fall in the collar-and-elbow style it was decided to make the match a draw, notwithstanding that the judges requested them to wrestle to a finish. The stake is divided. xyxy=(634,648,785,775)
for-sale-heading: F O R S A L E. xyxy=(43,904,122,916)
rhodes-will: WILL xyxy=(389,35,408,44)
score-row xyxy=(796,432,943,440)
race-result: HURDLES—Laos, 1; Little Arthur, 2; Spry, 3. Dividends—£4 10s and £7 4s. NOVEL—Gazelle, 1; Kodak, 2; Forest King, 3. Time—1min 18sec. Dividends—£2 2s and £1 7s. ST. ANDREW'S HANDICAP.—Prime Warrior, 1; Mariner, 2; Occident, 3. Time—2min 14sec. Dividends—£9 6s and £5 11s. COMMEMORATION STAKES.—Andrew, 1; Florrie, 2; Label, 3. Won by a length. xyxy=(954,135,1105,212)
twomey-time: Meetings at 8 p.m. xyxy=(368,347,429,356)
livestock-body: THE Undersigned will Sell by Auction 40 Fat Crossbred Ewes SHEEP, CATTLE, AND PIGS. Entries received till hour of Sale. xyxy=(9,247,156,273)
runs: 1 xyxy=(939,534,943,542)
committee-heading: GERALDINE SCHOOL COMMITTEE. xyxy=(975,219,1084,240)
tailoring-heading: TAILORING DEPARTMENT xyxy=(357,420,440,446)
local-item: SECONDARY CONTROL.—The Greymouth School Committee notified by advertisement on Friday to parents and teachers that the State and District High Schools in that town are closed until further notice. This action arose out of the course the board pursued regarding the head teacher, Mr Stewart, it is understood that the committee demanded an inquiry, but, being unable to receive a satisfactory answer from the Minister, they adopted the course of closing both schools in the hope of expediting the getting of an inquiry. Later news states that the State school was opened on Monday morning as usual by a tradesman, acting for the Board of Education. Several policemen were in attendance to prevent any disturbance. Much dissatisfaction has been expressed at the action of the committee in closing the schools. It appears that they headed over the control of the high school to the board some time ago. xyxy=(634,1172,785,1350)
local-heading: LOCAL AND GENERAL. xyxy=(492,767,610,777)
rowley-body: DENTIST, VISITS GERALDINE ON WEDNESDAY, DEC. 3rd, Remaining till 4 o'clock. xyxy=(331,380,466,406)
wool-agent: A. SCOTT, Temuka; NATIONAL MORTGAGE AND AGENCY CO., N.Z., Ld., Timaru; Or to J. MUNDELL & CO., Auctioneers, Geraldine. xyxy=(9,514,156,540)
wool-heading: WOOL. WOOL. WOOL. xyxy=(20,396,145,408)
theatre-heading: THEATRE ROYAL, TIMARU. xyxy=(193,23,292,31)
advertisers-body: ADVERTISERS wishing to Alter their Business Standing Advertisements in this Paper are respectfully requested to hand in the alteration before 4 p.m. on the day preceding Publication, otherwise the same will be held over till the following issue. xyxy=(9,992,156,1043)
score-row xyxy=(796,407,943,415)
score-row xyxy=(796,551,943,559)
buxton-meeting-1: AT VOLUNTEER HALL, TEMUKA, ON TUESDAY, DEC. 2nd; xyxy=(336,199,461,217)
grv-heading: G. R. V. xyxy=(229,289,256,298)
livestock-sign: E. R. GUINNESS, Auctioneer. A. E. COX, Stock Agent. xyxy=(24,274,156,292)
score-row xyxy=(796,567,943,575)
race-result: TALLY-HO HANDICAP, of 100 sovs; 1½ miles.—Mr Rutherford's Leon, 10st 4lb, 1; Mr D. O'Brien's Little Arthur, 10st 12lb, 2. Time, 3min 25sec. Dividend, £2 15s. xyxy=(796,1071,943,1106)
for-sale-sign: OVERSEER RAUKAPUKA, Geraldine. xyxy=(35,963,156,972)
for-sale-ad xyxy=(9,899,156,979)
